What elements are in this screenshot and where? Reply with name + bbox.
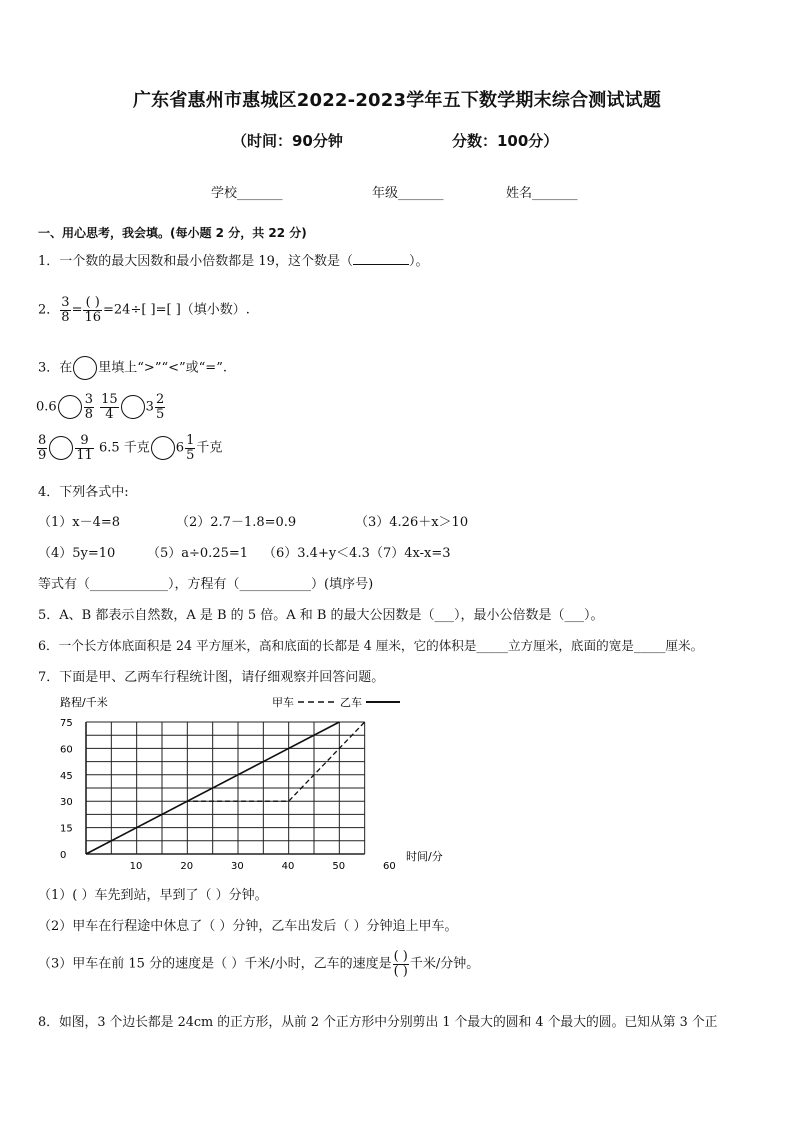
q7-speed-fraction: $\frac{( )}{( )}$: [393, 949, 408, 979]
q1-end: ）。: [408, 254, 429, 269]
x-tick-label: 30: [231, 861, 244, 872]
x-tick-label: 20: [180, 861, 194, 872]
question-2: [38, 296, 250, 324]
y-axis-label: 路程/千米: [60, 696, 108, 709]
x-tick-label: 40: [281, 861, 295, 872]
compare-circle: [151, 436, 175, 460]
q3-value: 6: [175, 440, 185, 456]
y-tick-label: 60: [60, 744, 73, 756]
question-5: 5．A、B 都表示自然数，A 是 B 的 5 倍。A 和 B 的最大公因数是（___），最小公倍数是（___）。: [38, 608, 604, 623]
q4-item-6: （6）3.4+y＜4.3: [263, 546, 370, 561]
q4-item-2: （2）2.7－1.8=0.9: [176, 515, 297, 530]
chart-grid: [86, 722, 365, 854]
q1-text: 1．一个数的最大因数和最小倍数都是 19，这个数是（: [38, 254, 353, 269]
q3-text-b: 里填上“>”“<”或“=”.: [98, 360, 227, 376]
q3-row-1: [36, 393, 166, 421]
q2-rest: =24÷[ ]=[ ]（填小数）.: [103, 302, 250, 318]
y-tick-label: 0: [60, 850, 67, 861]
legend-label-yi: 乙车: [340, 696, 362, 709]
y-tick-labels: [60, 718, 73, 861]
q7-sub-3-text: （3）甲车在前 15 分的速度是（ ）千米/小时，乙车的速度是: [38, 956, 392, 972]
question-1: [38, 250, 428, 269]
q1-blank: [353, 252, 409, 265]
q4-item-4: （4）5y=10: [38, 546, 116, 561]
q3-fraction: $\frac{9}{11}$: [76, 433, 93, 463]
grade-field: 年级_______: [372, 186, 444, 201]
name-field: 姓名_______: [506, 186, 578, 201]
q4-heading: 4．下列各式中:: [38, 485, 129, 500]
q4-answer: 等式有（____________），方程有（___________）(填序号): [38, 577, 374, 592]
q3-value: 0.6: [36, 399, 57, 415]
q7-heading: 7．下面是甲、乙两车行程统计图，请仔细观察并回答问题。: [38, 670, 385, 685]
q3-row-2: [36, 434, 222, 462]
x-tick-label: 10: [129, 861, 143, 872]
y-tick-label: 75: [60, 718, 73, 729]
y-tick-label: 45: [60, 770, 73, 782]
x-axis-label: 时间/分: [406, 850, 443, 863]
q3-fraction: $\frac{3}{8}$: [84, 392, 93, 422]
q4-item-7: （7）4x-x=3: [370, 546, 451, 561]
q4-item-5: （5）a÷0.25=1: [147, 546, 249, 561]
q4-item-3: （3）4.26＋x＞10: [355, 515, 469, 530]
x-tick-label: 60: [383, 861, 396, 872]
q3-fraction: $\frac{2}{5}$: [155, 392, 165, 422]
q2-fraction: $\frac{3}{8}$: [61, 295, 70, 325]
q2-fraction-blank: $\frac{( )}{16}$: [84, 295, 102, 325]
compare-circle: [121, 395, 145, 419]
travel-line-chart: [40, 694, 460, 880]
q3-fraction: $\frac{15}{4}$: [101, 392, 118, 422]
section-heading: 一、用心思考，我会填。(每小题 2 分，共 22 分): [38, 226, 307, 240]
compare-circle: [58, 395, 82, 419]
y-tick-label: 30: [60, 797, 73, 809]
y-tick-label: 15: [60, 823, 73, 835]
exam-time: （时间：90分钟: [232, 132, 343, 150]
legend-label-jia: 甲车: [272, 696, 294, 709]
school-field: 学校_______: [211, 186, 283, 201]
exam-score: 分数：100分）: [452, 132, 559, 150]
q3-text-a: 3．在: [38, 360, 73, 376]
blank-circle: [73, 356, 97, 380]
q4-item-1: （1）x－4=8: [38, 515, 121, 530]
q7-sub-1: （1）( ）车先到站，早到了（ ）分钟。: [38, 888, 268, 903]
q7-sub-3: [38, 950, 479, 978]
q3-value: 6.5 千克: [98, 440, 150, 456]
q3-unit: 千克: [196, 440, 223, 456]
q3-fraction: $\frac{1}{5}$: [186, 433, 195, 463]
q7-sub-3-unit: 千米/分钟。: [409, 956, 480, 972]
q3-value: 3: [145, 399, 154, 415]
question-3: [38, 356, 227, 380]
q2-eq: =: [71, 302, 83, 318]
x-tick-labels: [130, 861, 396, 872]
x-tick-label: 50: [332, 861, 346, 872]
question-6: 6．一个长方体底面积是 24 平方厘米，高和底面的长都是 4 厘米，它的体积是_____立方厘米，底面的宽是_____厘米。: [38, 638, 704, 653]
q2-prefix: 2．: [38, 302, 60, 318]
page-title: 广东省惠州市惠城区2022-2023学年五下数学期末综合测试试题: [132, 90, 662, 111]
question-8: 8．如图，3 个边长都是 24cm 的正方形，从前 2 个正方形中分别剪出 1 个最大的圆和 4 个最大的圆。已知从第 3 个正: [38, 1015, 718, 1030]
compare-circle: [49, 436, 73, 460]
q7-sub-2: （2）甲车在行程途中休息了（ ）分钟，乙车出发后（ ）分钟追上甲车。: [38, 919, 458, 934]
q3-fraction: $\frac{8}{9}$: [38, 433, 47, 463]
